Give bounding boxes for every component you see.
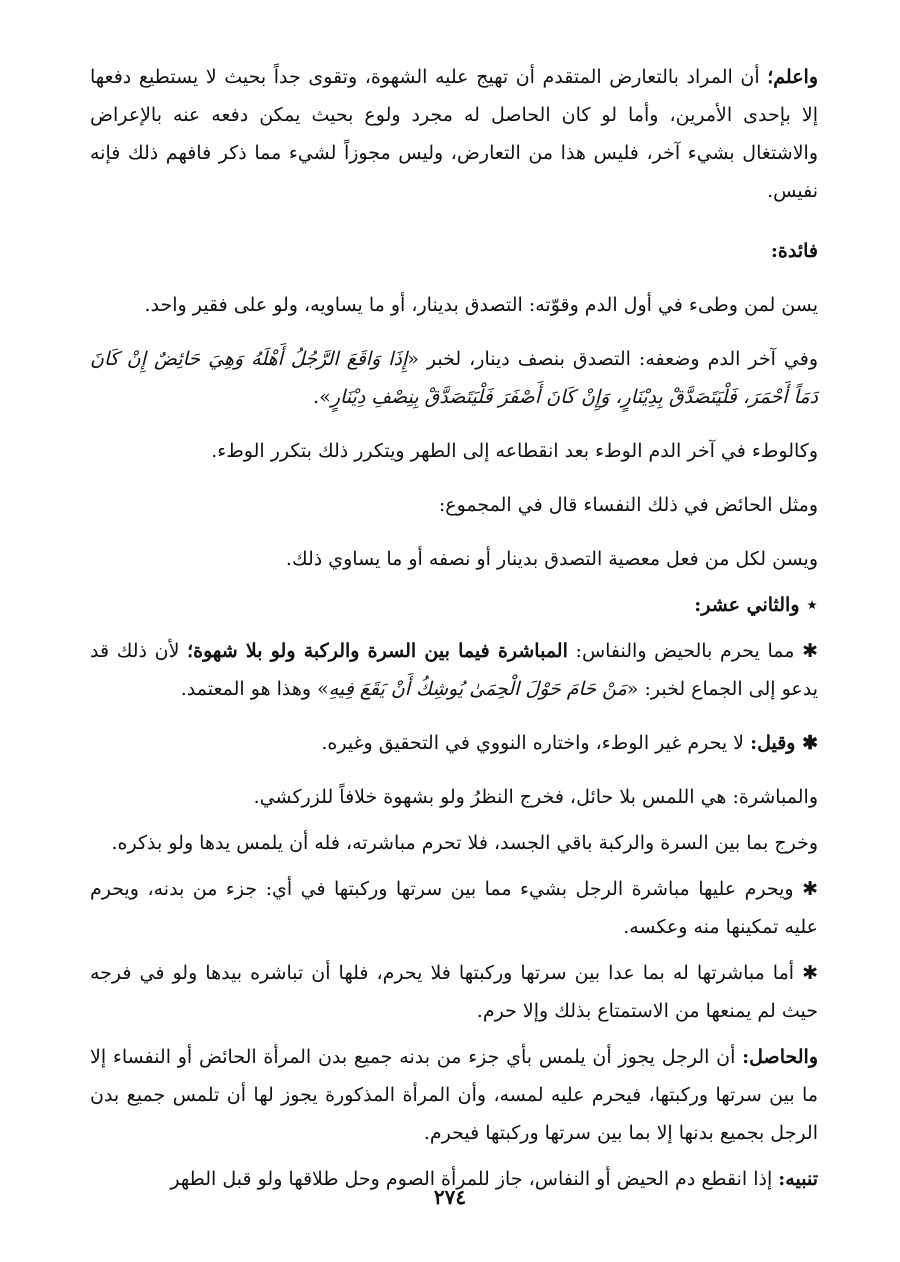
s12-p1-bold: المباشرة فيما بين السرة والركبة ولو بلا شهوة؛ (187, 640, 568, 662)
section-12-paragraph-4: وخرج بما بين السرة والركبة باقي الجسد، فلا تحرم مباشرته، فله أن يلمس يدها ولو بذكره. (111, 832, 818, 854)
s12-p8-lead: تنبيه: (778, 1168, 818, 1190)
intro-paragraph (90, 58, 818, 210)
s12-hadith: مَنْ حَامَ حَوْلَ الْحِمَىٰ يُوشِكُ أَنْ يَقَعَ فِيهِ (328, 678, 627, 700)
section-12-paragraph-1 (90, 632, 818, 708)
s12-p8-text: إذا انقطع دم الحيض أو النفاس، جاز للمرأة الصوم وحل طلاقها ولو قبل الطهر (170, 1168, 779, 1190)
section-12-paragraph-5: ✱ ويحرم عليها مباشرة الرجل بشيء مما بين سرتها وركبتها في أي: جزء من بدنه، ويحرم عليه تمكينها منه وعكسه. (90, 878, 818, 938)
s12-p1-b: لأن ذلك قد يدعو إلى الجماع لخبر: « (90, 640, 818, 700)
document-page (90, 58, 818, 1198)
faida-paragraph-3: وكالوطء في آخر الدم الوطء بعد انقطاعه إلى الطهر ويتكرر ذلك بتكرر الوطء. (211, 440, 818, 462)
faida-p2-after: ». (313, 386, 331, 408)
faida-paragraph-2 (90, 340, 818, 416)
faida-paragraph-1: يسن لمن وطىء في أول الدم وقوّته: التصدق بدينار، أو ما يساويه، ولو على فقير واحد. (144, 294, 818, 316)
intro-lead: واعلم؛ (767, 66, 818, 88)
s12-p1-a: ✱ مما يحرم بالحيض والنفاس: (567, 640, 818, 662)
faida-paragraph-5: ويسن لكل من فعل معصية التصدق بدينار أو نصفه أو ما يساوي ذلك. (285, 548, 818, 570)
faida-hadith: إِذَا وَاقَعَ الرَّجُلُ أَهْلَهُ وَهِيَ حَائِضٌ إِنْ كَانَ دَمَاً أَحْمَرَ، فَلْيَتَصَدَّقْ بِدِيْنَارٍ، وَإِنْ كَانَ أَصْفَرَ فَلْيَتَصَدَّقْ بِنِصْفِ دِيْنَارٍ (90, 348, 818, 408)
faida-heading: فائدة: (770, 240, 818, 262)
s12-p2-text: لا يحرم غير الوطء، واختاره النووي في التحقيق وغيره. (321, 732, 751, 754)
section-12-paragraph-7 (90, 1038, 818, 1152)
s12-p2-lead: ✱ وقيل: (750, 732, 818, 754)
section-12-heading: ⋆ والثاني عشر: (694, 594, 818, 616)
s12-p7-lead: والحاصل: (742, 1046, 818, 1068)
faida-p2-before: وفي آخر الدم وضعفه: التصدق بنصف دينار، لخبر « (407, 348, 818, 370)
section-12-paragraph-2 (90, 724, 818, 762)
s12-p7-text: أن الرجل يجوز أن يلمس بأي جزء من بدنه جميع بدن المرأة الحائض أو النفساء إلا ما بين سرتها وركبتها، فيحرم عليه لمسه، وأن المرأة المذكورة يجوز لها أن تلمس جميع بدن الرجل بجميع بدنها إلا بما بين سرتها وركبتها فيحرم. (90, 1046, 818, 1144)
faida-paragraph-4: ومثل الحائض في ذلك النفساء قال في المجموع: (438, 494, 818, 516)
intro-text: أن المراد بالتعارض المتقدم أن تهيج عليه الشهوة، وتقوى جداً بحيث لا يستطيع دفعها إلا بإحدى الأمرين، وأما لو كان الحاصل له مجرد ولوع بحيث يمكن دفعه عنه بالإعراض والاشتغال بشيء آخر، فليس هذا من التعارض، وليس مجوزاً لشيء مما ذكر فافهم ذلك فإنه نفيس. (90, 66, 818, 202)
s12-p1-c: » وهذا هو المعتمد. (180, 678, 329, 700)
section-12-paragraph-6: ✱ أما مباشرتها له بما عدا بين سرتها وركبتها فلا يحرم، فلها أن تباشره بيدها ولو في فرجه حيث لم يمنعها من الاستمتاع بذلك وإلا حرم. (90, 962, 818, 1022)
page-number: ٢٧٤ (433, 1185, 467, 1209)
section-12-paragraph-3: والمباشرة: هي اللمس بلا حائل، فخرج النظرُ ولو بشهوة خلافاً للزركشي. (253, 786, 818, 808)
